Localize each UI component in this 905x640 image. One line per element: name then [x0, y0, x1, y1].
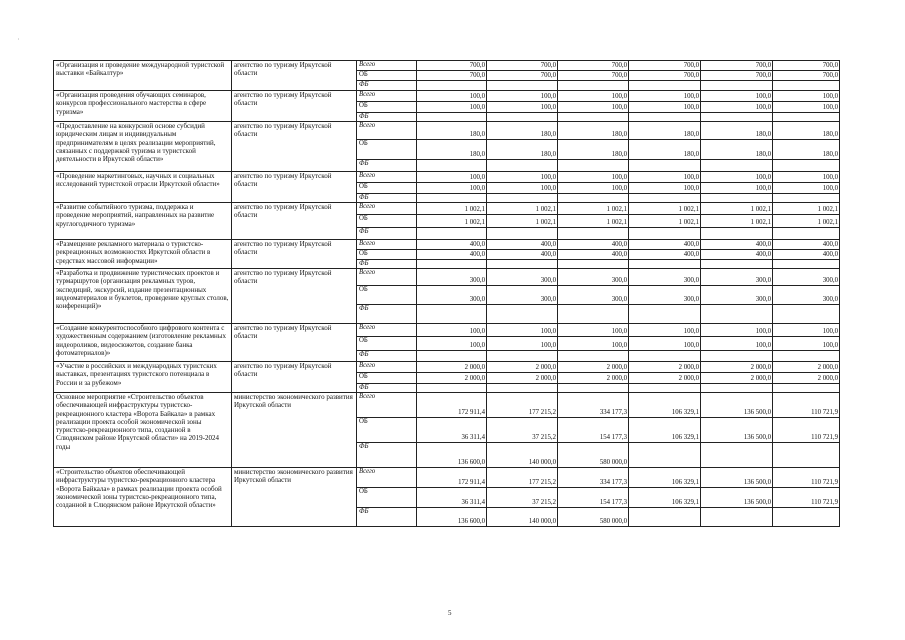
funding-source: ФБ	[357, 443, 417, 468]
funding-source: Всего	[357, 172, 417, 183]
budget-table	[53, 60, 840, 527]
amount-cell	[701, 260, 773, 269]
amount-cell: 100,0	[417, 324, 487, 337]
activity-name: «Разработка и продвижение туристических проектов и турмаршрутов (организация рекламных туров, экспедиций, экскурсий, издание презентационных видеоматериалов и буклетов, проведение круглых столов, конференций)»	[54, 269, 232, 324]
funding-source: ФБ	[357, 160, 417, 172]
amount-cell: 180,0	[487, 140, 558, 160]
activity-name: «Организация и проведение международной туристской выставки «Байкалтур»	[54, 61, 232, 91]
responsible-executor: агентство по туризму Иркутской области	[232, 203, 357, 240]
amount-cell: 100,0	[701, 102, 773, 113]
amount-cell: 300,0	[558, 269, 629, 286]
amount-cell: 700,0	[558, 61, 629, 71]
amount-cell	[773, 113, 840, 122]
activity-name: Основное мероприятие «Строительство объектов обеспечивающей инфраструктуры туристско-рекреационного кластера «Ворота Байкала» в рамках реализации проекта особой экономической зоны туристско-рекреационного типа, созданной в Слюдянском районе Иркутской области» на 2019-2024 годы	[54, 393, 232, 468]
amount-cell: 400,0	[629, 240, 701, 250]
amount-cell: 2 000,0	[487, 362, 558, 373]
amount-cell	[558, 228, 629, 240]
amount-cell: 36 311,4	[417, 488, 487, 508]
table-row	[54, 468, 840, 488]
funding-source: ОБ	[357, 140, 417, 160]
amount-cell: 180,0	[629, 122, 701, 140]
amount-cell: 580 000,0	[558, 443, 629, 468]
amount-cell: 700,0	[417, 71, 487, 81]
amount-cell	[629, 384, 701, 393]
amount-cell: 700,0	[558, 71, 629, 81]
table-row	[54, 393, 840, 418]
amount-cell: 100,0	[701, 324, 773, 337]
amount-cell: 2 000,0	[558, 362, 629, 373]
amount-cell: 1 002,1	[487, 215, 558, 228]
amount-cell: 334 177,3	[558, 393, 629, 418]
amount-cell: 180,0	[629, 140, 701, 160]
amount-cell: 700,0	[417, 61, 487, 71]
amount-cell	[701, 160, 773, 172]
amount-cell: 300,0	[417, 269, 487, 286]
amount-cell: 400,0	[417, 250, 487, 260]
amount-cell	[487, 305, 558, 324]
amount-cell	[773, 384, 840, 393]
amount-cell: 334 177,3	[558, 468, 629, 488]
amount-cell: 136 500,0	[701, 488, 773, 508]
funding-source: ОБ	[357, 337, 417, 351]
amount-cell: 2 000,0	[773, 373, 840, 384]
amount-cell: 100,0	[417, 102, 487, 113]
amount-cell: 300,0	[701, 269, 773, 286]
amount-cell	[629, 260, 701, 269]
amount-cell: 100,0	[558, 91, 629, 102]
amount-cell: 100,0	[558, 324, 629, 337]
amount-cell	[487, 228, 558, 240]
activity-name: «Проведение маркетинговых, научных и социальных исследований туристской отрасли Иркутской области»	[54, 172, 232, 203]
amount-cell: 180,0	[417, 140, 487, 160]
amount-cell: 100,0	[487, 91, 558, 102]
amount-cell: 136 600,0	[417, 443, 487, 468]
responsible-executor: агентство по туризму Иркутской области	[232, 122, 357, 172]
amount-cell: 154 177,3	[558, 488, 629, 508]
amount-cell	[629, 81, 701, 91]
amount-cell: 100,0	[773, 337, 840, 351]
amount-cell: 700,0	[629, 71, 701, 81]
amount-cell: 300,0	[558, 286, 629, 305]
amount-cell	[629, 508, 701, 527]
amount-cell: 1 002,1	[417, 203, 487, 215]
activity-name: «Создание конкурентоспособного цифрового контента с художественным содержанием (изготовление рекламных видеороликов, видеосюжетов, создание банка фотоматериалов)»	[54, 324, 232, 362]
amount-cell	[558, 81, 629, 91]
amount-cell: 400,0	[773, 250, 840, 260]
amount-cell: 180,0	[773, 140, 840, 160]
funding-source: ФБ	[357, 305, 417, 324]
table-row	[54, 324, 840, 337]
amount-cell: 110 721,9	[773, 488, 840, 508]
responsible-executor: министерство экономического развития Иркутской области	[232, 393, 357, 468]
amount-cell: 100,0	[487, 324, 558, 337]
amount-cell	[773, 351, 840, 362]
table-row	[54, 203, 840, 215]
responsible-executor: агентство по туризму Иркутской области	[232, 91, 357, 122]
activity-name: «Размещение рекламного материала о туристско-рекреационных возможностях Иркутской области в средствах массовой информации»	[54, 240, 232, 269]
responsible-executor: агентство по туризму Иркутской области	[232, 362, 357, 393]
funding-source: ОБ	[357, 215, 417, 228]
amount-cell: 177 215,2	[487, 468, 558, 488]
table-row	[54, 240, 840, 250]
funding-source: ОБ	[357, 488, 417, 508]
amount-cell: 1 002,1	[773, 203, 840, 215]
amount-cell: 110 721,9	[773, 393, 840, 418]
responsible-executor: агентство по туризму Иркутской области	[232, 61, 357, 91]
amount-cell: 400,0	[701, 250, 773, 260]
amount-cell	[487, 113, 558, 122]
amount-cell: 100,0	[558, 337, 629, 351]
amount-cell: 100,0	[773, 102, 840, 113]
responsible-executor: министерство экономического развития Иркутской области	[232, 468, 357, 527]
amount-cell	[701, 113, 773, 122]
amount-cell: 106 329,1	[629, 393, 701, 418]
amount-cell	[417, 384, 487, 393]
amount-cell: 300,0	[417, 286, 487, 305]
amount-cell: 2 000,0	[487, 373, 558, 384]
amount-cell: 180,0	[417, 122, 487, 140]
amount-cell: 400,0	[773, 240, 840, 250]
table-row	[54, 269, 840, 286]
amount-cell	[701, 384, 773, 393]
funding-source: ОБ	[357, 373, 417, 384]
amount-cell: 1 002,1	[487, 203, 558, 215]
amount-cell: 400,0	[417, 240, 487, 250]
amount-cell	[417, 351, 487, 362]
amount-cell: 300,0	[773, 269, 840, 286]
amount-cell: 136 500,0	[701, 393, 773, 418]
amount-cell: 110 721,9	[773, 418, 840, 443]
amount-cell: 136 500,0	[701, 468, 773, 488]
amount-cell: 100,0	[487, 183, 558, 194]
amount-cell: 1 002,1	[773, 215, 840, 228]
amount-cell: 110 721,9	[773, 468, 840, 488]
amount-cell: 400,0	[701, 240, 773, 250]
amount-cell	[487, 81, 558, 91]
amount-cell	[417, 305, 487, 324]
amount-cell	[417, 194, 487, 203]
amount-cell: 172 911,4	[417, 393, 487, 418]
amount-cell: 300,0	[701, 286, 773, 305]
amount-cell: 100,0	[701, 337, 773, 351]
amount-cell: 400,0	[558, 240, 629, 250]
funding-source: Всего	[357, 91, 417, 102]
amount-cell: 2 000,0	[773, 362, 840, 373]
amount-cell	[773, 443, 840, 468]
amount-cell: 100,0	[629, 102, 701, 113]
amount-cell: 154 177,3	[558, 418, 629, 443]
amount-cell: 1 002,1	[701, 203, 773, 215]
amount-cell: 400,0	[487, 240, 558, 250]
table-row	[54, 362, 840, 373]
amount-cell	[701, 508, 773, 527]
amount-cell	[773, 81, 840, 91]
amount-cell: 100,0	[629, 183, 701, 194]
amount-cell	[773, 160, 840, 172]
margin-mark: ,	[18, 36, 20, 41]
amount-cell: 2 000,0	[629, 362, 701, 373]
amount-cell: 2 000,0	[558, 373, 629, 384]
funding-source: ФБ	[357, 194, 417, 203]
amount-cell	[417, 160, 487, 172]
amount-cell: 100,0	[417, 337, 487, 351]
funding-source: ОБ	[357, 286, 417, 305]
amount-cell	[487, 384, 558, 393]
amount-cell: 100,0	[701, 183, 773, 194]
amount-cell	[417, 260, 487, 269]
amount-cell: 2 000,0	[417, 373, 487, 384]
activity-name: «Развитие событийного туризма, поддержка и проведение мероприятий, направленных на развитие круглогодичного туризма»	[54, 203, 232, 240]
amount-cell	[487, 260, 558, 269]
amount-cell	[701, 228, 773, 240]
amount-cell: 400,0	[487, 250, 558, 260]
amount-cell: 580 000,0	[558, 508, 629, 527]
amount-cell: 180,0	[558, 122, 629, 140]
amount-cell: 300,0	[487, 286, 558, 305]
amount-cell	[701, 81, 773, 91]
amount-cell	[701, 194, 773, 203]
amount-cell: 700,0	[773, 61, 840, 71]
amount-cell	[701, 443, 773, 468]
responsible-executor: агентство по туризму Иркутской области	[232, 240, 357, 269]
amount-cell	[629, 194, 701, 203]
amount-cell: 100,0	[773, 183, 840, 194]
amount-cell: 100,0	[629, 172, 701, 183]
amount-cell: 180,0	[701, 140, 773, 160]
amount-cell: 106 329,1	[629, 468, 701, 488]
amount-cell: 100,0	[417, 172, 487, 183]
activity-name: «Предоставление на конкурсной основе субсидий юридическим лицам и индивидуальным предпринимателям в целях реализации мероприятий, связанных с поддержкой туризма и туристской деятельности в Иркутской области»	[54, 122, 232, 172]
amount-cell: 300,0	[629, 269, 701, 286]
funding-source: ФБ	[357, 81, 417, 91]
amount-cell	[417, 113, 487, 122]
funding-source: Всего	[357, 203, 417, 215]
amount-cell: 136 600,0	[417, 508, 487, 527]
amount-cell	[629, 443, 701, 468]
amount-cell: 177 215,2	[487, 393, 558, 418]
amount-cell: 136 500,0	[701, 418, 773, 443]
amount-cell: 1 002,1	[417, 215, 487, 228]
amount-cell: 1 002,1	[558, 203, 629, 215]
amount-cell: 2 000,0	[701, 362, 773, 373]
amount-cell	[701, 305, 773, 324]
amount-cell	[417, 228, 487, 240]
funding-source: Всего	[357, 393, 417, 418]
funding-source: ФБ	[357, 228, 417, 240]
page-number: 5	[448, 609, 452, 617]
amount-cell: 1 002,1	[629, 215, 701, 228]
amount-cell	[773, 305, 840, 324]
amount-cell: 700,0	[487, 61, 558, 71]
amount-cell	[558, 305, 629, 324]
amount-cell: 100,0	[558, 102, 629, 113]
amount-cell	[487, 194, 558, 203]
amount-cell: 100,0	[701, 91, 773, 102]
amount-cell: 180,0	[558, 140, 629, 160]
amount-cell	[487, 160, 558, 172]
funding-source: ОБ	[357, 102, 417, 113]
amount-cell	[558, 194, 629, 203]
amount-cell: 100,0	[629, 91, 701, 102]
amount-cell: 100,0	[773, 172, 840, 183]
amount-cell: 100,0	[487, 172, 558, 183]
amount-cell: 100,0	[417, 91, 487, 102]
amount-cell: 2 000,0	[701, 373, 773, 384]
amount-cell	[558, 351, 629, 362]
responsible-executor: агентство по туризму Иркутской области	[232, 269, 357, 324]
amount-cell: 2 000,0	[417, 362, 487, 373]
funding-source: ОБ	[357, 418, 417, 443]
table-row	[54, 61, 840, 71]
funding-source: Всего	[357, 240, 417, 250]
amount-cell	[558, 384, 629, 393]
amount-cell	[629, 113, 701, 122]
amount-cell: 1 002,1	[701, 215, 773, 228]
amount-cell	[773, 260, 840, 269]
funding-source: Всего	[357, 122, 417, 140]
funding-source: ОБ	[357, 250, 417, 260]
funding-source: ОБ	[357, 71, 417, 81]
amount-cell: 400,0	[629, 250, 701, 260]
responsible-executor: агентство по туризму Иркутской области	[232, 324, 357, 362]
amount-cell: 1 002,1	[558, 215, 629, 228]
amount-cell: 100,0	[773, 324, 840, 337]
funding-source: Всего	[357, 362, 417, 373]
amount-cell: 2 000,0	[629, 373, 701, 384]
funding-source: Всего	[357, 324, 417, 337]
amount-cell	[629, 351, 701, 362]
amount-cell: 180,0	[487, 122, 558, 140]
amount-cell: 100,0	[629, 324, 701, 337]
funding-source: Всего	[357, 468, 417, 488]
amount-cell	[773, 228, 840, 240]
amount-cell	[773, 508, 840, 527]
amount-cell: 100,0	[701, 172, 773, 183]
amount-cell: 180,0	[773, 122, 840, 140]
funding-source: ФБ	[357, 384, 417, 393]
amount-cell: 700,0	[701, 61, 773, 71]
amount-cell: 100,0	[558, 183, 629, 194]
amount-cell: 400,0	[558, 250, 629, 260]
amount-cell: 180,0	[701, 122, 773, 140]
funding-source: ФБ	[357, 508, 417, 527]
amount-cell	[629, 228, 701, 240]
funding-source: Всего	[357, 61, 417, 71]
amount-cell: 140 000,0	[487, 443, 558, 468]
funding-source: ФБ	[357, 260, 417, 269]
funding-source: ОБ	[357, 183, 417, 194]
amount-cell	[701, 351, 773, 362]
table-row	[54, 172, 840, 183]
amount-cell	[558, 260, 629, 269]
amount-cell: 100,0	[487, 102, 558, 113]
amount-cell: 300,0	[773, 286, 840, 305]
funding-source: ФБ	[357, 113, 417, 122]
amount-cell	[558, 160, 629, 172]
amount-cell: 37 215,2	[487, 418, 558, 443]
amount-cell: 172 911,4	[417, 468, 487, 488]
amount-cell	[487, 351, 558, 362]
funding-source: ФБ	[357, 351, 417, 362]
amount-cell: 700,0	[701, 71, 773, 81]
amount-cell	[773, 194, 840, 203]
funding-source: Всего	[357, 269, 417, 286]
amount-cell	[629, 160, 701, 172]
table-row	[54, 91, 840, 102]
amount-cell	[558, 113, 629, 122]
table-row	[54, 122, 840, 140]
activity-name: «Строительство объектов обеспечивающей инфраструктуры туристско-рекреационного кластера «Ворота Байкала» в рамках реализации проекта особой экономической зоны туристско-рекреационного типа, созданной в Слюдянском районе Иркутской области»	[54, 468, 232, 527]
activity-name: «Организация проведения обучающих семинаров, конкурсов профессионального мастерства в сфере туризма»	[54, 91, 232, 122]
amount-cell	[417, 81, 487, 91]
amount-cell: 100,0	[417, 183, 487, 194]
amount-cell: 100,0	[558, 172, 629, 183]
amount-cell: 700,0	[629, 61, 701, 71]
amount-cell: 300,0	[629, 286, 701, 305]
activity-name: «Участие в российских и международных туристских выставках, презентациях туристского потенциала в России и за рубежом»	[54, 362, 232, 393]
amount-cell	[629, 305, 701, 324]
amount-cell: 100,0	[487, 337, 558, 351]
amount-cell: 1 002,1	[629, 203, 701, 215]
amount-cell: 700,0	[487, 71, 558, 81]
amount-cell: 100,0	[773, 91, 840, 102]
amount-cell: 300,0	[487, 269, 558, 286]
amount-cell: 106 329,1	[629, 418, 701, 443]
amount-cell: 37 215,2	[487, 488, 558, 508]
amount-cell: 36 311,4	[417, 418, 487, 443]
amount-cell: 700,0	[773, 71, 840, 81]
responsible-executor: агентство по туризму Иркутской области	[232, 172, 357, 203]
amount-cell: 106 329,1	[629, 488, 701, 508]
amount-cell: 140 000,0	[487, 508, 558, 527]
amount-cell: 100,0	[629, 337, 701, 351]
